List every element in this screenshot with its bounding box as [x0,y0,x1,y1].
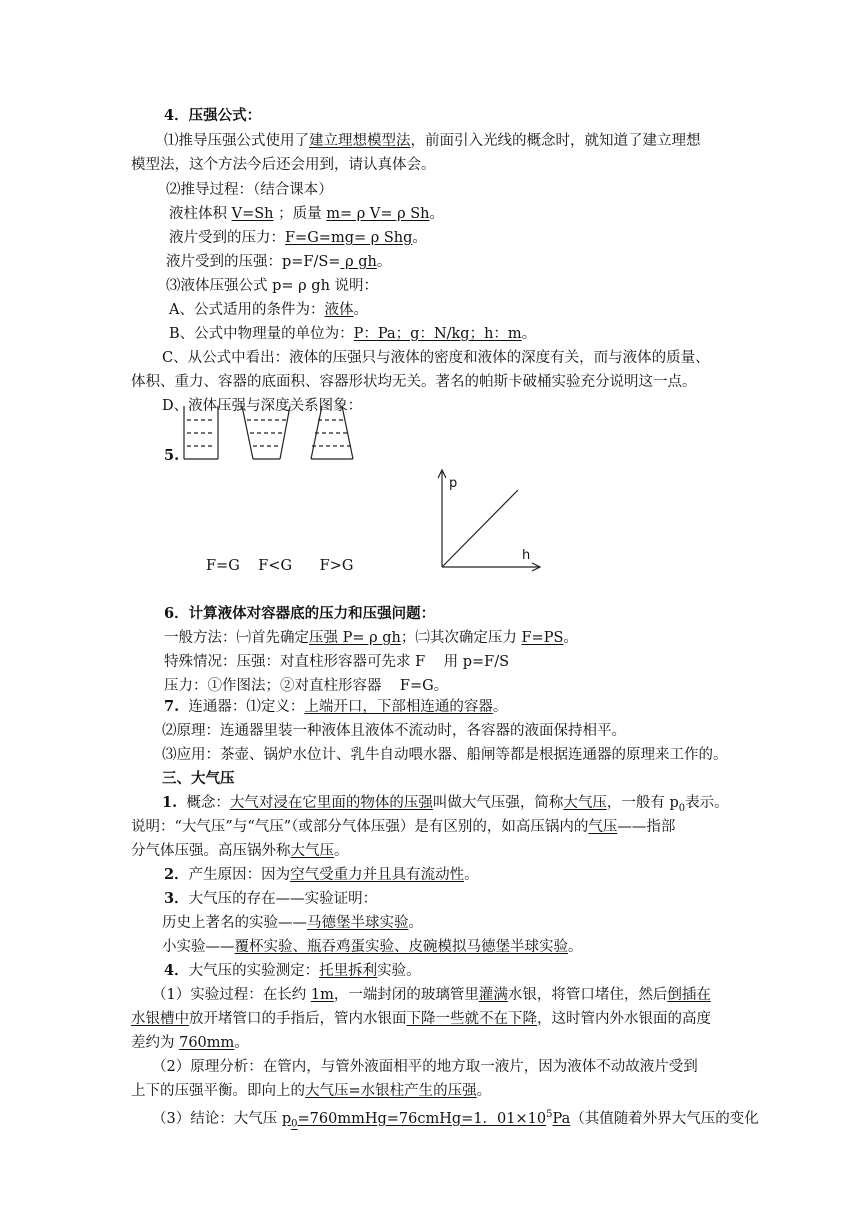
concept-line-2: 说明：“大气压”与“气压”（或部分气体压强）是有区别的，如高压锅内的气压——指部 [131,819,676,835]
pressure-depth-figure [160,402,560,582]
note-a: A、公式适用的条件为：液体。 [169,302,368,318]
concept-line-1: 1. 概念：大气对浸在它里面的物体的压强叫做大气压强，简称大气压，一般有 $p_0$表示。 [162,794,729,814]
narrowing-container-diagram [311,406,353,459]
existence-heading: 3．大气压的存在——实验证明： [164,890,378,907]
existence-famous-experiment: 历史上著名的实验——马德堡半球实验。 [162,915,423,931]
measurement-heading: 4．大气压的实验测定：托里拆利实验。 [164,962,421,979]
paragraph-model-method: ⑴推导压强公式使用了建立理想模型法，前面引入光线的概念时，就知道了建立理想 [164,133,701,149]
section-4-title: 4．压强公式： [164,107,262,124]
derivation-force: 液片受到的压力：F=G=mg= ρ Shg。 [169,230,427,246]
pressure-depth-line [442,490,518,567]
general-method: 一般方法：㈠首先确定压强 P= ρ gh；㈡其次确定压力 F=PS。 [164,630,578,646]
analysis-line-1: （2）原理分析：在管内，与管外液面相平的地方取一液片，因为液体不动故液片受到 [152,1059,698,1075]
note-c-cont: 体积、重力、容器的底面积、容器形状均无关。著名的帕斯卡破桶实验充分说明这一点。 [131,374,697,390]
special-case-force: 压力：①作图法；②对直柱形容器 F=G。 [164,678,449,694]
analysis-line-2: 上下的压强平衡。即向上的大气压=水银柱产生的压强。 [131,1083,492,1099]
conclusion-line: （3）结论：大气压 $p_0=760mmHg=76cmHg=1$．$01\times 10^5Pa$（其值随着外界大气压的变化 [152,1109,759,1130]
note-d: D、液体压强与深度关系图象： [162,398,363,414]
figure-caption: F=G F<G F>G [206,558,354,574]
cause-line: 2．产生原因：因为空气受重力并且具有流动性。 [164,866,479,883]
concept-line-3: 分气体压强。高压锅外称大气压。 [131,843,349,859]
existence-small-experiments: 小实验——覆杯实验、瓶吞鸡蛋实验、皮碗模拟马德堡半球实验。 [162,939,583,955]
connected-vessel-principle: ⑵原理：连通器里装一种液体且液体不流动时，各容器的液面保持相平。 [162,723,626,739]
note-c: C、从公式中看出：液体的压强只与液体的密度和液体的深度有关，而与液体的质量、 [162,350,710,366]
section-6-title: 6．计算液体对容器底的压力和压强问题： [164,605,436,622]
note-b: B、公式中物理量的单位为：P：Pa；g：N/kg；h：m。 [169,326,537,342]
connected-vessel-definition: 7. 连通器：⑴定义：上端开口，下部相连通的容器。 [164,698,508,715]
section-atmospheric-heading: 三、大气压 [162,770,235,787]
paragraph-model-method-cont: 模型法，这个方法今后还会用到，请认真体会。 [131,157,436,173]
figure-number: 5. [164,447,180,464]
process-line-2: 水银槽中放开堵管口的手指后，管内水银面下降一些就不在下降，这时管内外水银面的高度 [131,1011,711,1027]
connected-vessel-application: ⑶应用：茶壶、锅炉水位计、乳牛自动喂水器、船闸等都是根据连通器的原理来工作的。 [162,747,728,763]
process-line-3: 差约为 760mm。 [131,1035,249,1051]
derivation-heading: ⑵推导过程：（结合课本） [166,182,333,198]
axis-label-h: h [522,548,531,563]
derivation-pressure: 液片受到的压强：p=F/S= ρ gh。 [166,254,392,270]
formula-notes-heading: ⑶液体压强公式 p= ρ gh 说明： [166,278,379,294]
axis-label-p: p [449,476,458,491]
straight-container-diagram [184,406,218,459]
process-line-1: （1）实验过程：在长约 1m，一端封闭的玻璃管里灌满水银，将管口堵住，然后倒插在 [152,987,711,1003]
widening-container-diagram [242,406,290,459]
special-case-pressure: 特殊情况：压强：对直柱形容器可先求 F 用 p=F/S [164,654,510,670]
derivation-volume-mass: 液柱体积 V=Sh ；质量 m= ρ V= ρ Sh。 [169,206,445,222]
